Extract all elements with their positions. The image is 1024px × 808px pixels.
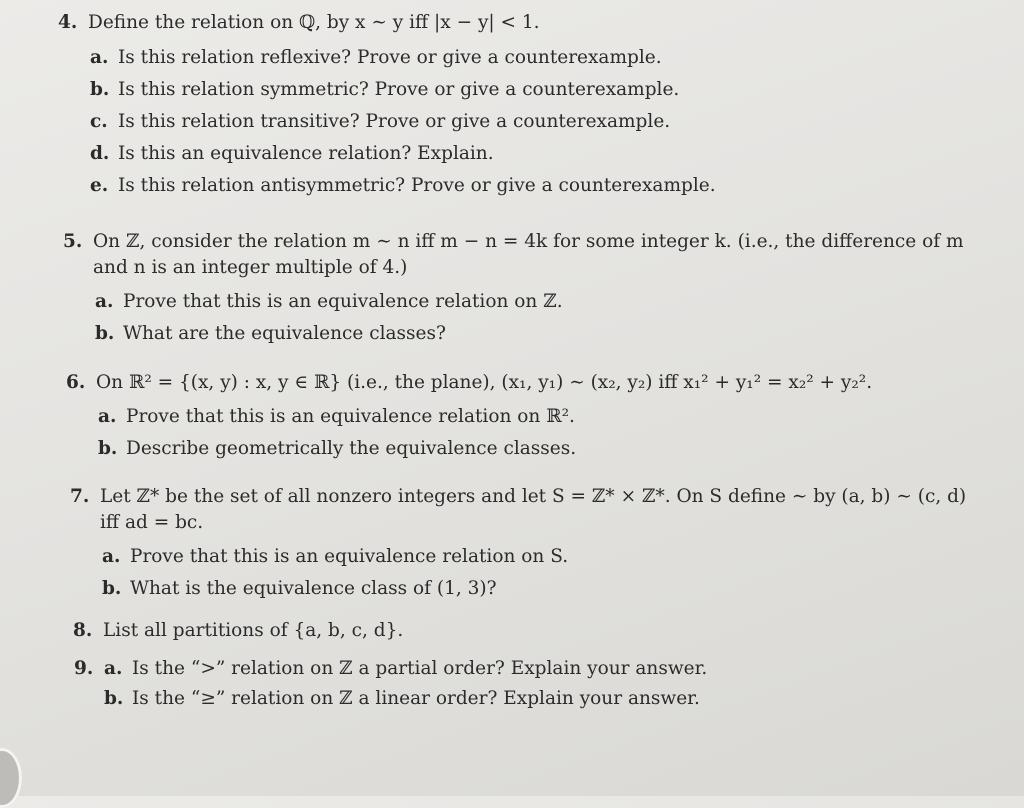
problem-7-statement	[70, 484, 966, 510]
part-label: a.	[104, 658, 123, 679]
problem-4	[58, 10, 716, 199]
part-text: Is this relation antisymmetric? Prove or give a counterexample.	[118, 175, 716, 196]
part-text: Prove that this is an equivalence relation on ℝ².	[126, 406, 575, 427]
problem-9	[74, 656, 707, 712]
problem-text: Define the relation on ℚ, by x ∼ y iff |x − y| < 1.	[88, 12, 540, 33]
part-label: b.	[90, 79, 110, 100]
part-text: Is this an equivalence relation? Explain.	[118, 143, 494, 164]
problem-text: Let ℤ* be the set of all nonzero integers and let S = ℤ* × ℤ*. On S define ∼ by (a, b) ∼ (c, d)	[100, 486, 967, 507]
part-text: Is the “≥” relation on ℤ a linear order? Explain your answer.	[132, 688, 700, 709]
problem-number: 4.	[58, 12, 78, 33]
part-label: a.	[98, 406, 117, 427]
problem-4-part-c	[58, 109, 716, 135]
problem-7-continuation: iff ad = bc.	[100, 512, 204, 533]
problem-number: 9.	[74, 658, 94, 679]
problem-number: 6.	[66, 372, 86, 393]
problem-4-statement	[58, 10, 716, 36]
part-label: b.	[95, 323, 115, 344]
problem-6-part-a	[66, 404, 872, 430]
part-text: Is this relation symmetric? Prove or give a counterexample.	[118, 79, 680, 100]
problem-8-statement	[73, 618, 403, 644]
problem-5	[63, 229, 964, 347]
problem-4-part-d	[58, 141, 716, 167]
problem-7-part-a	[70, 544, 966, 570]
problem-4-part-b	[58, 77, 716, 103]
part-label: b.	[98, 438, 118, 459]
problem-7-part-b	[70, 576, 966, 602]
problem-text: List all partitions of {a, b, c, d}.	[103, 620, 404, 641]
part-text: Prove that this is an equivalence relation on ℤ.	[123, 291, 563, 312]
problem-6-statement	[66, 370, 872, 396]
problem-number: 8.	[73, 620, 93, 641]
problem-number: 5.	[63, 231, 83, 252]
problem-8	[73, 618, 403, 644]
problem-5-part-b	[63, 321, 964, 347]
part-label: a.	[90, 47, 109, 68]
part-label: a.	[95, 291, 114, 312]
problem-text: Is the “>” relation on ℤ a partial order? Explain your answer.	[132, 658, 708, 679]
problem-5-continuation: and n is an integer multiple of 4.)	[93, 257, 408, 278]
problem-6	[66, 370, 872, 462]
problem-5-statement	[63, 229, 964, 255]
part-label: a.	[102, 546, 121, 567]
part-label: c.	[90, 111, 108, 132]
part-label: e.	[90, 175, 109, 196]
part-text: What are the equivalence classes?	[123, 323, 446, 344]
problem-7	[70, 484, 966, 602]
problem-6-part-b	[66, 436, 872, 462]
problem-text: On ℤ, consider the relation m ∼ n iff m − n = 4k for some integer k. (i.e., the difference of m	[93, 231, 964, 252]
problem-4-part-a	[58, 45, 716, 71]
problem-4-part-e	[58, 173, 716, 199]
problem-9-statement	[74, 656, 707, 682]
part-text: Describe geometrically the equivalence classes.	[126, 438, 577, 459]
problem-9-part-b	[74, 686, 707, 712]
problem-number: 7.	[70, 486, 90, 507]
problem-5-part-a	[63, 289, 964, 315]
page-corner-shadow	[0, 748, 22, 808]
part-text: Is this relation reflexive? Prove or give a counterexample.	[118, 47, 662, 68]
problem-text: On ℝ² = {(x, y) : x, y ∈ ℝ} (i.e., the plane), (x₁, y₁) ∼ (x₂, y₂) iff x₁² + y₁² = x₂² + y₂².	[96, 372, 873, 393]
part-label: b.	[102, 578, 122, 599]
part-label: b.	[104, 688, 124, 709]
part-text: Prove that this is an equivalence relation on S.	[130, 546, 569, 567]
part-label: d.	[90, 143, 110, 164]
part-text: Is this relation transitive? Prove or give a counterexample.	[118, 111, 671, 132]
part-text: What is the equivalence class of (1, 3)?	[130, 578, 497, 599]
